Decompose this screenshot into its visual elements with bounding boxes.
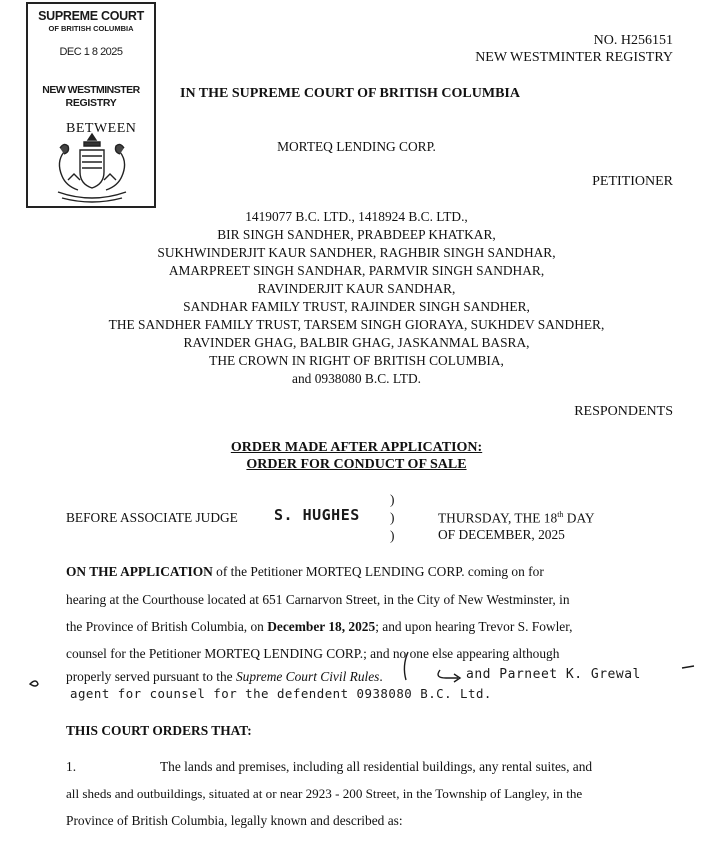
petitioner-name: MORTEQ LENDING CORP. [277,139,436,154]
petitioner-role: PETITIONER [592,174,673,189]
respondent-line: THE SANDHER FAMILY TRUST, TARSEM SINGH GIORAYA, SUKHDEV SANDHER, [108,317,605,332]
respondents-list [0,208,713,388]
bracket-1: ) [390,492,395,507]
court-heading: IN THE SUPREME COURT OF BRITISH COLUMBIA [180,86,520,101]
before-label: BEFORE ASSOCIATE JUDGE [66,510,238,525]
respondent-line: RAVINDER GHAG, BALBIR GHAG, JASKANMAL BASRA, [183,335,530,350]
stamp-registry-1: NEW WESTMINSTER [42,84,140,96]
respondent-line: THE CROWN IN RIGHT OF BRITISH COLUMBIA, [209,353,504,368]
respondent-line: and 0938080 B.C. LTD. [292,371,421,386]
order-item-line-3: Province of British Columbia, legally known and described as: [66,813,403,828]
order-item-line-1: The lands and premises, including all residential buildings, any rental suites, and [160,759,593,774]
file-number: NO. H256151 [593,33,673,48]
application-line-3: the Province of British Columbia, on December 18, 2025; and upon hearing Trevor S. Fowler, [66,619,573,634]
respondent-line: 1419077 B.C. LTD., 1418924 B.C. LTD., [245,209,468,224]
respondent-line: RAVINDERJIT KAUR SANDHAR, [257,281,456,296]
application-line-2: hearing at the Courthouse located at 651 Carnarvon Street, in the City of New Westminster, in [66,592,570,607]
stamp-registry-2: REGISTRY [65,97,117,109]
application-line-4: counsel for the Petitioner MORTEQ LENDING CORP.; and no one else appearing although [66,646,560,661]
order-title-1: ORDER MADE AFTER APPLICATION: [230,440,483,455]
respondent-line: SANDHAR FAMILY TRUST, RAJINDER SINGH SANDHER, [183,299,530,314]
order-item-line-2: all sheds and outbuildings, situated at or near 2923 - 200 Street, in the Township of Langley, in the [66,786,583,801]
stamp-province: OF BRITISH COLUMBIA [48,24,134,33]
judge-name-handwritten: S. HUGHES [274,506,360,524]
registry-name: NEW WESTMINTER REGISTRY [475,50,673,65]
orders-heading: THIS COURT ORDERS THAT: [66,723,252,738]
respondent-line: SUKHWINDERJIT KAUR SANDHER, RAGHBIR SINGH SANDHAR, [157,245,556,260]
hearing-date-2: OF DECEMBER, 2025 [438,527,565,542]
order-item-number: 1. [66,759,77,774]
respondent-line: AMARPREET SINGH SANDHAR, PARMVIR SINGH SANDHAR, [168,263,545,278]
stamp-court: SUPREME COURT [38,9,144,23]
respondent-line: BIR SINGH SANDHER, PRABDEEP KHATKAR, [217,227,496,242]
bracket-2: ) [390,510,395,525]
between-label: BETWEEN [66,121,137,136]
application-line-5: properly served pursuant to the Supreme Court Civil Rules. [66,669,383,684]
handwritten-addition-1: and Parneet K. Grewal [466,667,641,682]
order-title-2: ORDER FOR CONDUCT OF SALE [246,457,467,472]
application-line-1: ON THE APPLICATION of the Petitioner MORTEQ LENDING CORP. coming on for [66,564,544,579]
hearing-date-1: THURSDAY, THE 18th DAY [438,510,595,526]
respondents-role: RESPONDENTS [574,404,673,419]
bracket-3: ) [390,528,395,543]
stamp-date: DEC 1 8 2025 [59,46,123,58]
handwritten-addition-2: agent for counsel for the defendent 0938080 B.C. Ltd. [70,686,492,701]
registry-stamp [26,2,156,208]
